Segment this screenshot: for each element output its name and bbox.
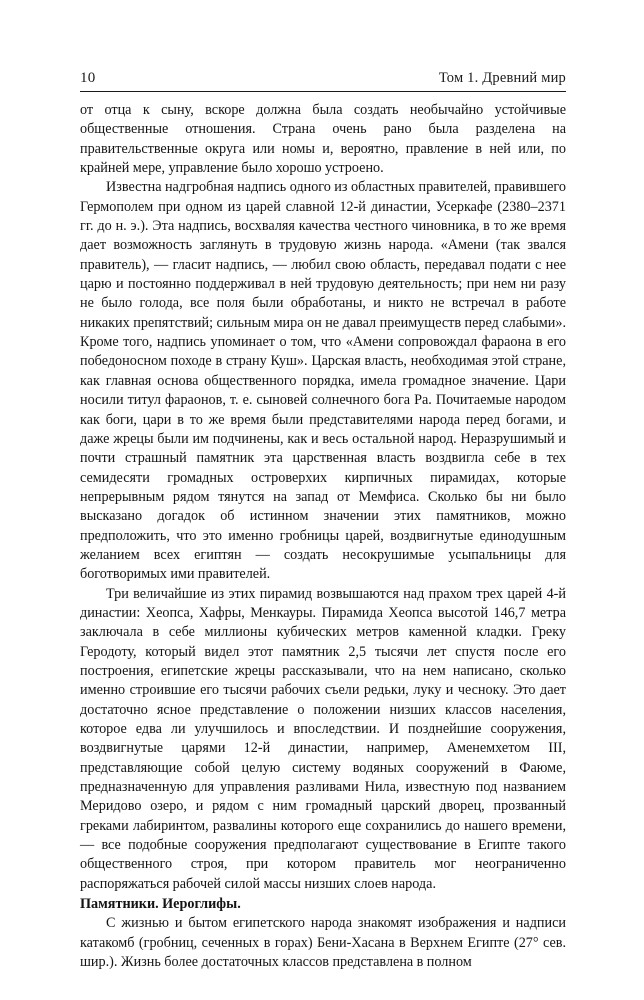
page-content — [80, 70, 566, 972]
paragraph-pyramids: Три величайшие из этих пирамид возвышаются над прахом трех царей 4-й династии: Хеопса, Хафры, Менкауры. Пирамида Хеопса высотой 146,7 метра заключала в себе миллионы кубических метров каменной кладки. Греку Геродоту, который видел этот памятник 2,5 тысячи лет спустя после его построения, египетские жрецы рассказывали, что на нем написано, сколько именно строившие его тысячи рабочих съели редьки, луку и чесноку. Это дает достаточно ясное представление о положении низших классов населения, которое едва ли улучшилось и впоследствии. И позднейшие сооружения, воздвигнутые царями 12-й династии, например, Аменемхетом III, представляющие собой целую систему водяных сооружений в Фаюме, предназначенную для управления разливами Нила, известную под названием Меридово озеро, и рядом с ним громадный царский дворец, прозванный греками лабиринтом, развалины которого еще сохранились до нашего времени, — все подобные сооружения предполагают существование в Египте такого общественного строя, при котором правитель мог неограниченно распоряжаться рабочей силой массы низших слоев народа. — [80, 585, 566, 892]
section-subheading: Памятники. Иероглифы. — [80, 896, 241, 913]
running-head — [80, 70, 566, 91]
paragraph-continued: от отца к сыну, вскоре должна была создать необычайно устойчивые общественные отношения. Страна очень рано была разделена на правительственные округа или номы и, вероятно, правление в ней или, по крайней мере, управление было хорошо устроено. — [80, 102, 566, 177]
paragraph-ameni-inscription: Известна надгробная надпись одного из областных правителей, правившего Гермополем при одном из царей славной 12-й династии, Усеркафе (2380–2371 гг. до н. э.). Эта надпись, восхваляя качества честного чиновника, в то же время дает возможность заглянуть в трудовую жизнь народа. «Амени (так звался правитель), — гласит надпись, — любил свою область, передавал подати с нее царю и постоянно поддерживал в ней трудовую деятельность; при нем ни разу не было голода, все поля были обработаны, и никто не встречал в работе никаких препятствий; сильным мира он не давал преимуществ перед слабыми». Кроме того, надпись упоминает о том, что «Амени сопровождал фараона в его победоносном походе в страну Куш». Царская власть, необходимая этой стране, как главная основа общественного порядка, имела громадное значение. Цари носили титул фараонов, т. е. сыновей солнечного бога Ра. Почитаемые народом как боги, цари в то же время были представителями народа перед богами, и даже жрецы были им подчинены, как и весь остальной народ. Неразрушимый и почти страшный памятник эта царственная власть воздвигла себе в тех семидесяти громадных островерхих кирпичных пирамидах, которые непрерывным рядом тянутся на запад от Мемфиса. Сколько бы ни было высказано догадок об истинном значении этих памятников, можно предположить, что это именно гробницы царей, воздвигнутые единодушным желанием всех египтян — создать несокрушимые усыпальницы для боготворимых ими правителей. — [80, 179, 566, 583]
page-number: 10 — [80, 70, 96, 86]
running-head-title: Том 1. Древний мир — [438, 70, 566, 86]
running-head-rule — [80, 91, 566, 92]
paragraph-monuments: С жизнью и бытом египетского народа знакомят изображения и надписи катакомб (гробниц, сеченных в горах) Бени-Хасана в Верхнем Египте (27° сев. шир.). Жизнь более достаточных классов представлена в полном — [80, 915, 566, 971]
body-text — [80, 101, 566, 972]
